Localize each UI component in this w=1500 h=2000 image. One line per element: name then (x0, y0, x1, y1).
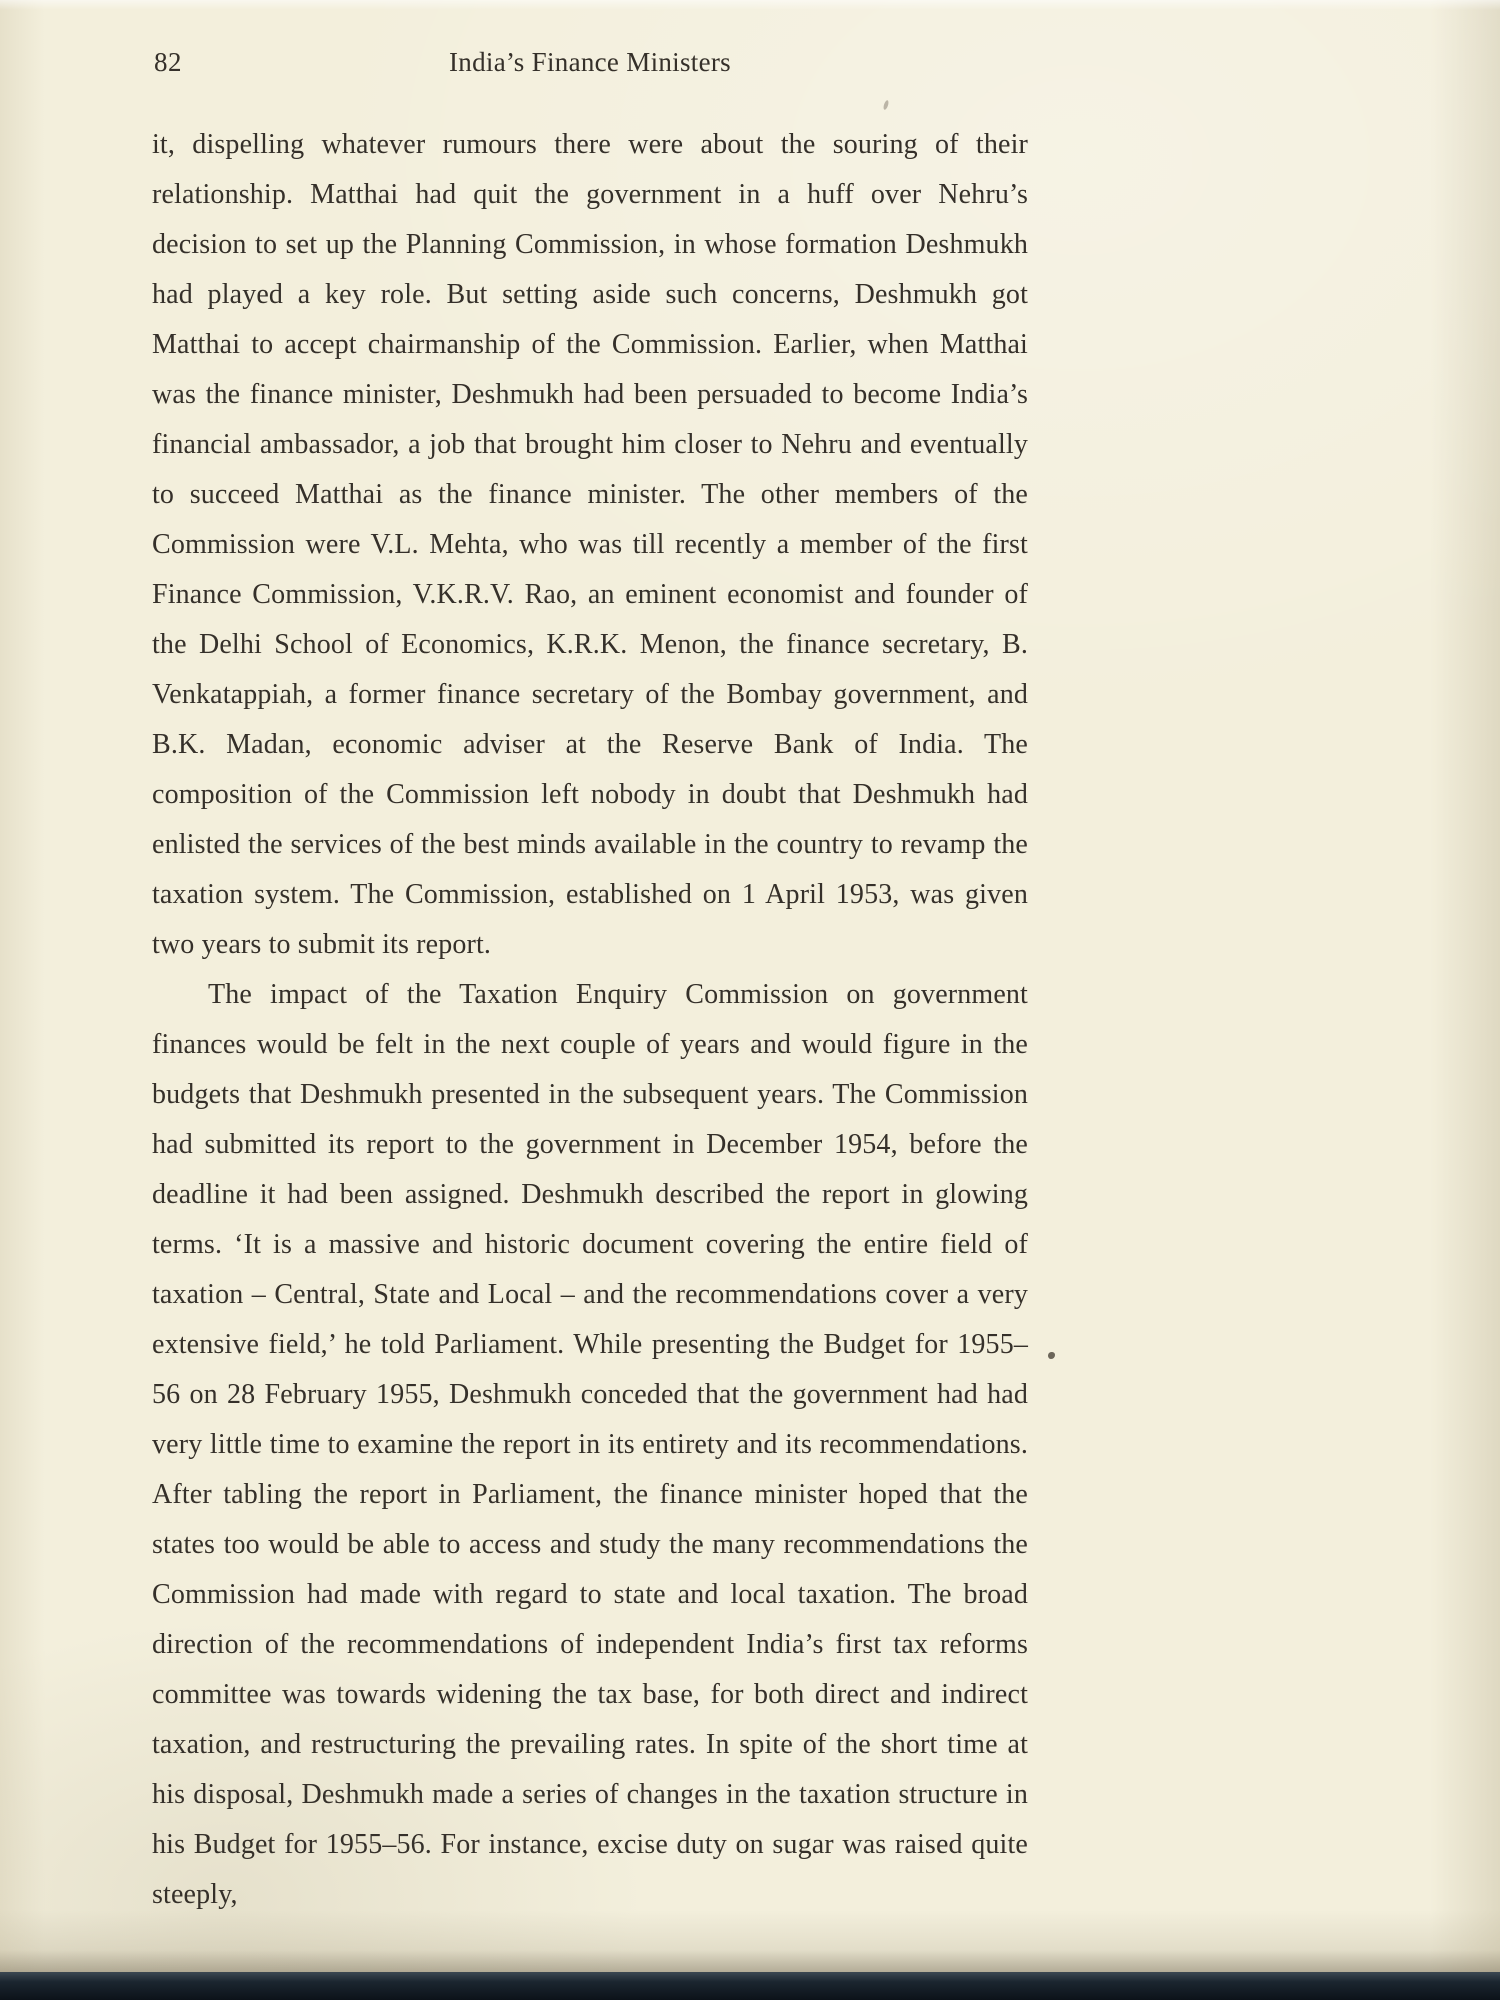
page-header (152, 44, 1028, 80)
paragraph-continuation: it, dispelling whatever rumours there were about the souring of their relationship. Matthai had quit the government in a huff over Nehru’s decision to set up the Planning Commission, in whose formation Deshmukh had played a key role. But setting aside such concerns, Deshmukh got Matthai to accept chairmanship of the Commission. Earlier, when Matthai was the finance minister, Deshmukh had been persuaded to become India’s financial ambassador, a job that brought him closer to Nehru and eventually to succeed Matthai as the finance minister. The other members of the Commission were V.L. Mehta, who was till recently a member of the first Finance Commission, V.K.R.V. Rao, an eminent economist and founder of the Delhi School of Economics, K.R.K. Menon, the finance secretary, B. Venkatappiah, a former finance secretary of the Bombay government, and B.K. Madan, economic adviser at the Reserve Bank of India. The composition of the Commission left nobody in doubt that Deshmukh had enlisted the services of the best minds available in the country to revamp the taxation system. The Commission, established on 1 April 1953, was given two years to submit its report. (152, 129, 1028, 960)
scan-ink-speck (1048, 1352, 1055, 1359)
text-block (152, 44, 1028, 1920)
paragraph: The impact of the Taxation Enquiry Commission on government finances would be felt in the next couple of years and would figure in the budgets that Deshmukh presented in the subsequent years. The Commission had submitted its report to the government in December 1954, before the deadline it had been assigned. Deshmukh described the report in glowing terms. ‘It is a massive and historic document covering the entire field of taxation – Central, State and Local – and the recommendations cover a very extensive field,’ he told Parliament. While presenting the Budget for 1955–56 on 28 February 1955, Deshmukh conceded that the government had had very little time to examine the report in its entirety and its recommendations. After tabling the report in Parliament, the finance minister hoped that the states too would be able to access and study the many recommendations the Commission had made with regard to state and local taxation. The broad direction of the recommendations of independent India’s first tax reforms committee was towards widening the tax base, for both direct and indirect taxation, and restructuring the prevailing rates. In spite of the short time at his disposal, Deshmukh made a series of changes in the taxation structure in his Budget for 1955–56. For instance, excise duty on sugar was raised quite steeply, (152, 979, 1028, 1910)
page-body (152, 120, 1028, 1920)
running-head-title: India’s Finance Ministers (449, 47, 731, 77)
page-bottom-shadow (0, 1950, 1500, 1972)
book-edge-strip (0, 1972, 1500, 2000)
page-number: 82 (154, 47, 182, 77)
